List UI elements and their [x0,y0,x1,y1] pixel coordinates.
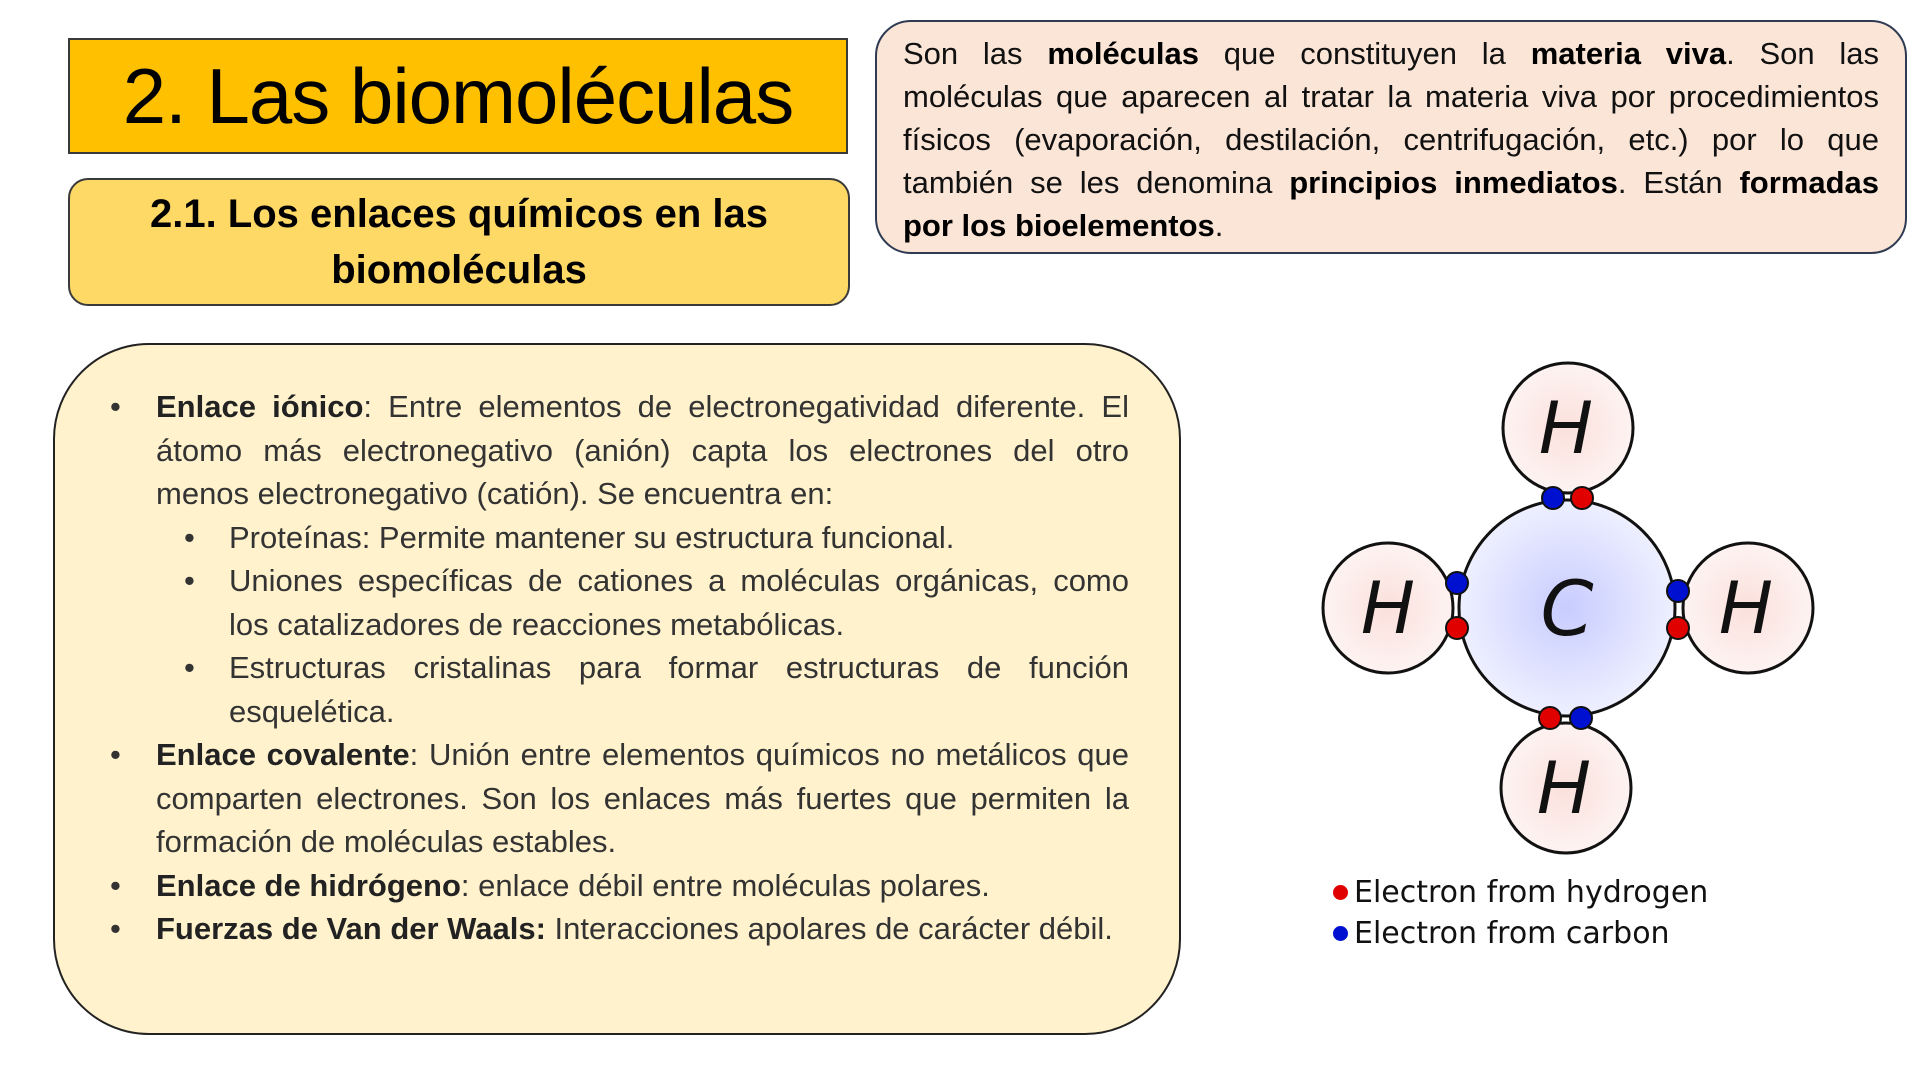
hydrogen-electron-dot [1667,617,1689,639]
definition-text: que constituyen la [1198,36,1531,71]
bond-item-hydrogen [99,864,1129,908]
hydrogen-electron-dot [1539,707,1561,729]
legend-label: Electron from carbon [1354,916,1670,951]
bond-item-ionic [99,385,1129,733]
title-banner [68,38,848,154]
carbon-electron-dot [1667,580,1689,602]
methane-diagram [1320,360,1820,860]
definition-box [875,20,1907,254]
carbon-electron-dot [1570,707,1592,729]
bond-description: : Entre elementos de electronegatividad diferente. El átomo más electronegativo (anión) capta los electrones del otro menos electronegativo (catión). Se encuentra en: [156,389,1129,511]
page-title: 2. Las biomoléculas [122,51,794,140]
legend-label: Electron from hydrogen [1354,875,1709,910]
hydrogen-symbol: H [1360,566,1416,650]
legend-item-hydrogen [1333,872,1708,913]
bond-term: Enlace covalente [156,737,410,772]
definition-bold-term: moléculas [1047,36,1199,71]
carbon-electron-dot [1446,572,1468,594]
bond-item-covalent [99,733,1129,864]
definition-bold-term: formadas por los bioelementos [903,165,1879,243]
bond-term: Enlace iónico [156,389,364,424]
ionic-sublist [156,516,1129,734]
hydrogen-electron-dot [1446,617,1468,639]
blue-dot-icon [1333,926,1348,941]
bond-item-van-der-waals [99,907,1129,951]
hydrogen-symbol: H [1536,746,1592,830]
definition-text: . [1214,208,1224,243]
hydrogen-symbol: H [1718,566,1774,650]
hydrogen-symbol: H [1538,386,1594,470]
definition-text: . Son las moléculas que aparecen al tratar la materia viva por procedimientos físicos (evaporación, destilación, centrifugación, etc.) por lo que también se les denomina [903,36,1880,200]
subtitle-banner [68,178,850,306]
diagram-legend [1333,872,1708,954]
carbon-symbol: C [1540,564,1594,653]
legend-item-carbon [1333,913,1708,954]
sub-list-item: • Estructuras cristalinas para formar estructuras de función esquelética. [156,646,1129,733]
definition-text: Son las [903,36,1048,71]
bond-list [99,385,1129,951]
definition-text: . Están [1617,165,1740,200]
definition-bold-term: principios inmediatos [1289,165,1618,200]
bond-description: : enlace débil entre moléculas polares. [460,867,990,903]
carbon-electron-dot [1542,487,1564,509]
hydrogen-electron-dot [1571,487,1593,509]
bond-term: Enlace de hidrógeno [156,867,461,903]
bond-description: : Unión entre elementos químicos no metálicos que comparten electrones. Son los enlaces más fuertes que permiten la formación de moléculas estables. [156,737,1129,859]
bonds-content-box [53,343,1181,1035]
sub-list-item: • Proteínas: Permite mantener su estructura funcional. [156,516,1129,560]
definition-bold-term: materia viva [1530,36,1727,71]
sub-list-item: • Uniones específicas de cationes a moléculas orgánicas, como los catalizadores de reacciones metabólicas. [156,559,1129,646]
section-subtitle: 2.1. Los enlaces químicos en las biomoléculas [149,192,769,292]
bond-description: Interacciones apolares de carácter débil. [545,911,1113,946]
red-dot-icon [1333,885,1348,900]
bond-term: Fuerzas de Van der Waals: [156,911,546,946]
